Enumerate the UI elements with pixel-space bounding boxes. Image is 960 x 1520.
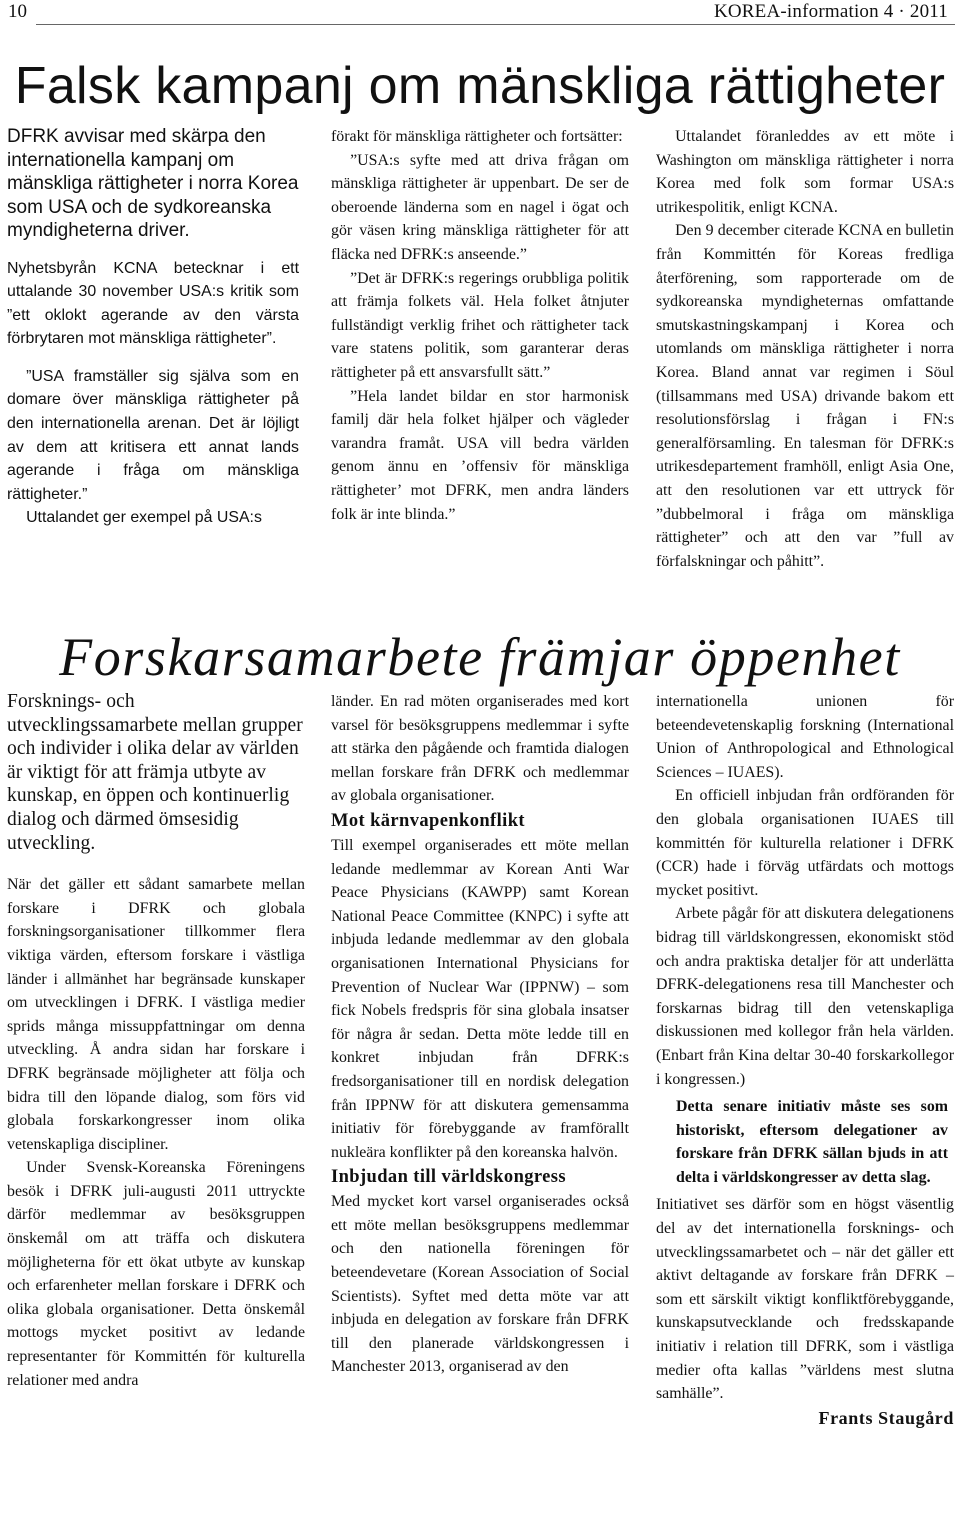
article2-paragraph: länder. En rad möten organiserades med kort varsel för besöksgruppens medlemmar i syfte att stärka den pågående och framtida dialogen mellan forskare från DFRK och medlemmar av globala organisationer. xyxy=(331,693,629,805)
page-number: 10 xyxy=(8,1,27,22)
article1-paragraph: Uttalandet ger exempel på USA:s xyxy=(26,509,262,527)
article2-paragraph: Arbete pågår för att diskutera delegationens bidrag till världskongressen, ekonomiskt stöd och andra praktiska detaljer för att underlätta DFRK-delegationens resa till Manchester och forskarnas bidrag till den vetenskapliga diskussionen med kollegor från hela världen. (Enbart från Kina deltar 30-40 forskarkollegor i kongressen.) xyxy=(656,905,954,1088)
article2-paragraph: Under Svensk-Koreanska Föreningens besök i DFRK juli-augusti 2011 uttryckte därför medlemmar av besöksgruppen önskemål om att träffa och diskutera möjligheterna för ett ökat utbyte av kunskap och erfarenheter mellan forskare i DFRK och olika globala organisationer. Detta önskemål mottogs mycket positivt av ledande representanter för Kommittén för kulturella relationer med andra xyxy=(7,1159,305,1389)
article2-title: Forskarsamarbete främjar öppenhet xyxy=(59,627,901,687)
article2-column-1 xyxy=(7,690,305,1392)
article2-highlight: Detta senare initiativ måste ses som historiskt, eftersom delegationer av forskare från DFRK sällan bjuds in att delta i världskongresser av detta slag. xyxy=(676,1098,948,1186)
article2-column-3 xyxy=(656,690,954,1430)
article2-column-2 xyxy=(331,690,629,1379)
article2-lede: Forsknings- och utvecklingssamarbete mellan grupper och individer i olika delar av världen är viktigt för att främja utbyte av kunskap, en öppen och kontinuerlig dialog och därmed ömsesidig utveckling. xyxy=(7,691,303,854)
article1-column-1 xyxy=(7,125,299,530)
article1-quote: ”Det är DFRK:s regerings orubbliga politik att främja folkets väl. Hela folket åtnjuter fullständigt verklig frihet och rättigheter tack vare statens politik, som garanterar deras rättigheter på ett ansvarsfullt sätt.” xyxy=(331,269,629,381)
article1-quote: ”Hela landet bildar en stor harmonisk familj där hela folket hjälper och vägleder varandra framåt. USA vill bedra världen genom ännu en ’offensiv för mänskliga rättigheter’ mot DFRK, men andra länders folk är inte blinda.” xyxy=(331,387,629,523)
article2-paragraph: internationella unionen för beteendevetenskaplig forskning (International Union of Anthropological and Ethnological Sciences – IUAES). xyxy=(656,693,954,781)
article1-title: Falsk kampanj om mänskliga rättigheter xyxy=(14,57,946,115)
article1-column-2 xyxy=(331,125,629,526)
article2-subheading: Inbjudan till världskongress xyxy=(331,1167,566,1188)
article2-paragraph: En officiell inbjudan från ordföranden för den globala organisationen IUAES till kommittén för kulturella relationer i DFRK (CCR) hade i förväg utfärdats och mottogs mycket positivt. xyxy=(656,787,954,899)
article1-lede: DFRK avvisar med skärpa den internationella kampanj om mänskliga rättigheter i norra Korea som USA och de sydkoreanska myndigheterna driver. xyxy=(7,126,299,241)
article1-paragraph: ”USA framställer sig själva som en domare över mänskliga rättigheter på den internationella arenan. Det är löjligt av dem att kritisera ett annat lands agerande i fråga om mänskliga rättigheter.” xyxy=(7,367,299,503)
article2-paragraph: Initiativet ses därför som en högst väsentlig del av det internationella forsknings- och utvecklingssamarbetet och – när det gäller ett aktivt deltagande av forskare från DFRK – som ett särskilt viktigt konfliktförebyggande, kunskapsutvecklande och fredsskapande initiativ i relation till DFRK, som i västliga medier ofta kallas ”världens mest slutna samhälle”. xyxy=(656,1196,954,1403)
header-rule xyxy=(36,24,955,25)
article1-paragraph: Uttalandet föranleddes av ett möte i Washington om mänskliga rättigheter i norra Korea med folk som formar USA:s utrikespolitik, enligt KCNA. xyxy=(656,128,954,216)
running-head: KOREA-information 4 · 2011 xyxy=(713,1,948,22)
article2-byline: Frants Staugård xyxy=(818,1407,954,1428)
article2-paragraph: När det gäller ett sådant samarbete mellan forskare i DFRK och globala forskningsorganisationer tillkommer flera viktiga värden, eftersom forskare i västliga länder i allmänhet har begränsade kunskaper om utvecklingen i DFRK. I västliga medier sprids många missuppfattningar om denna utveckling. Å andra sidan har forskare i DFRK begränsade möjligheter att följa och bidra till den löpande dialog, som förs vid globala forskarkongresser inom olika vetenskapliga discipliner. xyxy=(7,876,305,1153)
article2-paragraph: Till exempel organiserades ett möte mellan ledande medlemmar av Korean Anti War Peace Physicians (KAWPP) samt Korean National Peace Committee (KNPC) i syfte att inbjuda ledande medlemmar av den globala organisationen International Physicians for Prevention of Nuclear War (IPPNW) – som fick Nobels fredspris för sina globala insatser för några år sedan. Detta möte ledde till en konkret inbjudan från DFRK:s fredsorganisationer till en nordisk delegation från IPPNW för att diskutera gemensamma initiativ för förebyggande av framförallt nukleära konflikter på den koreanska halvön. xyxy=(331,836,629,1161)
article2-subheading: Mot kärnvapenkonflikt xyxy=(331,810,525,831)
article1-paragraph: Nyhetsbyrån KCNA betecknar i ett uttalande 30 november USA:s kritik som ”ett oklokt agerande av den värsta förbrytaren mot mänskliga rättigheter”. xyxy=(7,259,299,348)
article1-paragraph: Den 9 december citerade KCNA en bulletin från Kommittén för Koreas fredliga återförening, som rapporterade om de sydkoreanska myndigheternas omfattande smutskastningskampanj i Korea och utomlands om mänskliga rättigheter i norra Korea. Bland annat var regimen i Söul (tillsammans med USA) drivande bakom ett resolutionsförslag i frågan i FN:s generalförsamling. En talesman för DFRK:s utrikesdepartement framhöll, enligt Asia One, att den resolutionen var ett uttryck för ”dubbelmoral i fråga om mänskliga rättigheter” och att den var ”full av förfalskningar och påhitt”. xyxy=(656,222,954,570)
article1-column-3 xyxy=(656,125,954,573)
article1-paragraph: förakt för mänskliga rättigheter och fortsätter: xyxy=(331,128,623,145)
article1-quote: ”USA:s syfte med att driva frågan om mänskliga rättigheter är uppenbart. De ser de oberoende länderna som en nagel i ögat och gör väsen kring mänskliga rättigheter för att fläcka ned DFRK:s anseende.” xyxy=(331,151,629,263)
article2-paragraph: Med mycket kort varsel organiserades också ett möte mellan besöksgruppens medlemmar och den nationella föreningen för beteendevetare (Korean Association of Social Scientists). Syftet med detta möte var att inbjuda en delegation av forskare från DFRK till den planerade världskongressen i Manchester 2013, organiserad av den xyxy=(331,1193,629,1376)
